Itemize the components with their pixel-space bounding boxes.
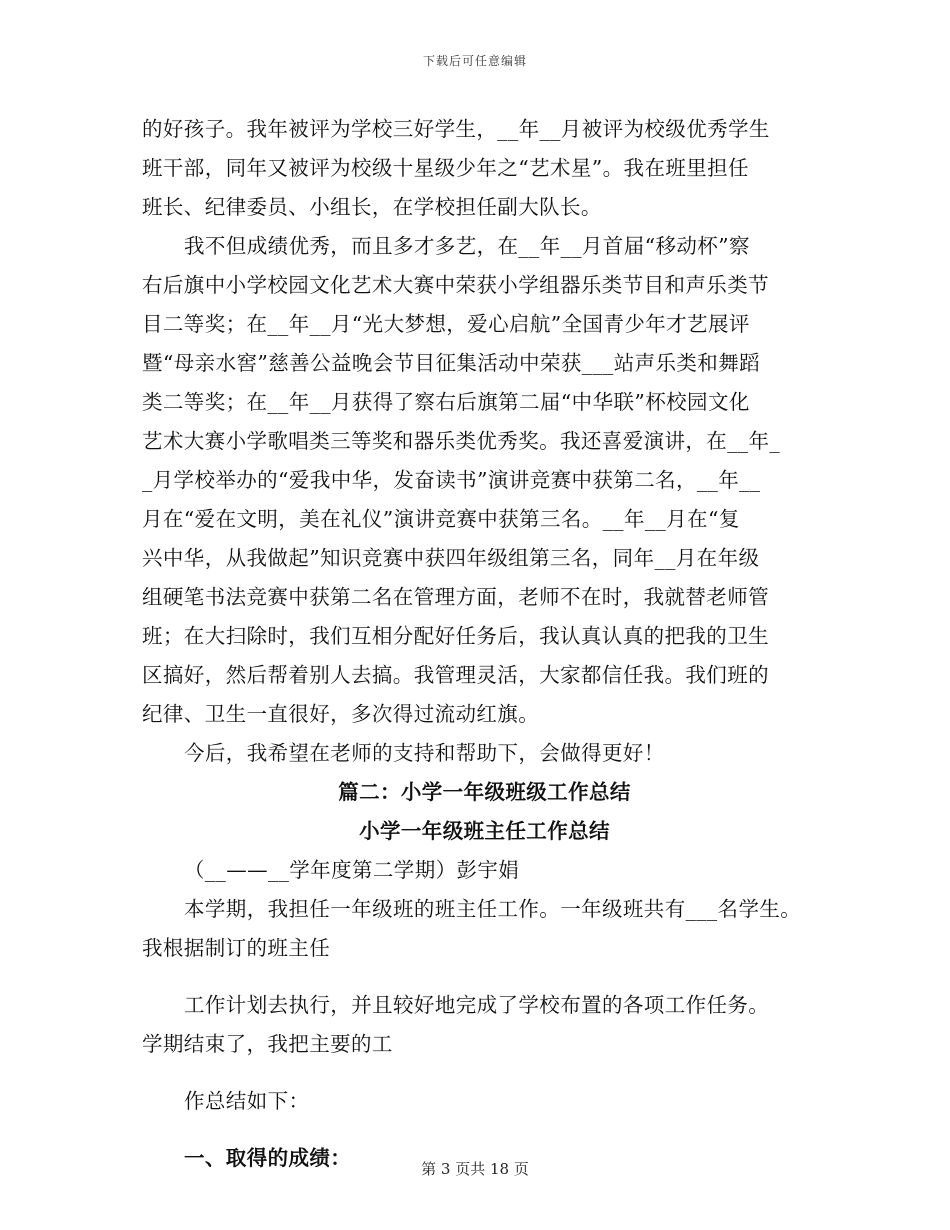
text-line: 今后，我希望在老师的支持和帮助下，会做得更好！ bbox=[184, 741, 665, 765]
text-line: 目二等奖；在__年__月“光大梦想，爱心启航”全国青少年才艺展评 bbox=[142, 312, 750, 336]
section-title: 篇二：小学一年级班级工作总结 bbox=[338, 780, 631, 804]
text-line: 我根据制订的班主任 bbox=[142, 936, 331, 960]
byline: （__——__学年度第二学期）彭宇娟 bbox=[184, 858, 520, 882]
text-line: 兴中华，从我做起”知识竞赛中获四年级组第三名，同年__月在年级 bbox=[142, 546, 760, 570]
text-line: 类二等奖；在__年__月获得了察右后旗第二届“中华联”杯校园文化 bbox=[142, 390, 750, 414]
heading-achievements: 一、取得的成绩： bbox=[184, 1146, 352, 1170]
page-number: 第 3 页共 18 页 bbox=[421, 1160, 529, 1178]
document-body bbox=[142, 110, 827, 1178]
text-line: 班长、纪律委员、小组长，在学校担任副大队长。 bbox=[142, 195, 602, 219]
text-line: 作总结如下： bbox=[184, 1089, 310, 1113]
text-line: 学期结束了，我把主要的工 bbox=[142, 1032, 393, 1056]
text-line: 右后旗中小学校园文化艺术大赛中荣获小学组器乐类节目和声乐类节 bbox=[142, 273, 769, 297]
text-line: 我不但成绩优秀，而且多才多艺，在__年__月首届“移动杯”察 bbox=[184, 234, 750, 258]
text-line: 纪律、卫生一直很好，多次得过流动红旗。 bbox=[142, 702, 540, 726]
text-line: 区搞好，然后帮着别人去搞。我管理灵活，大家都信任我。我们班的 bbox=[142, 663, 769, 687]
page-header-note: 下载后可任意编辑 bbox=[422, 54, 527, 68]
text-line: 组硬笔书法竞赛中获第二名在管理方面，老师不在时，我就替老师管 bbox=[142, 585, 769, 609]
text-line: 暨“母亲水窖”慈善公益晚会节目征集活动中荣获___站声乐类和舞蹈 bbox=[142, 351, 761, 375]
text-line: 本学期，我担任一年级班的班主任工作。一年级班共有___名学生。 bbox=[184, 897, 802, 921]
text-line: 班；在大扫除时，我们互相分配好任务后，我认真认真的把我的卫生 bbox=[142, 624, 769, 648]
text-line: 班干部，同年又被评为校级十星级少年之“艺术星”。我在班里担任 bbox=[142, 156, 749, 180]
text-line: 的好孩子。我年被评为学校三好学生，__年__月被评为校级优秀学生 bbox=[142, 117, 770, 141]
text-line: 工作计划去执行，并且较好地完成了学校布置的各项工作任务。 bbox=[184, 993, 770, 1017]
text-line: _月学校举办的“爱我中华，发奋读书”演讲竞赛中获第二名，__年__ bbox=[142, 468, 761, 492]
sub-title: 小学一年级班主任工作总结 bbox=[359, 819, 610, 843]
text-line: 艺术大赛小学歌唱类三等奖和器乐类优秀奖。我还喜爱演讲，在__年_ bbox=[142, 429, 781, 453]
text-line: 月在“爱在文明，美在礼仪”演讲竞赛中获第三名。__年__月在“复 bbox=[142, 507, 740, 531]
